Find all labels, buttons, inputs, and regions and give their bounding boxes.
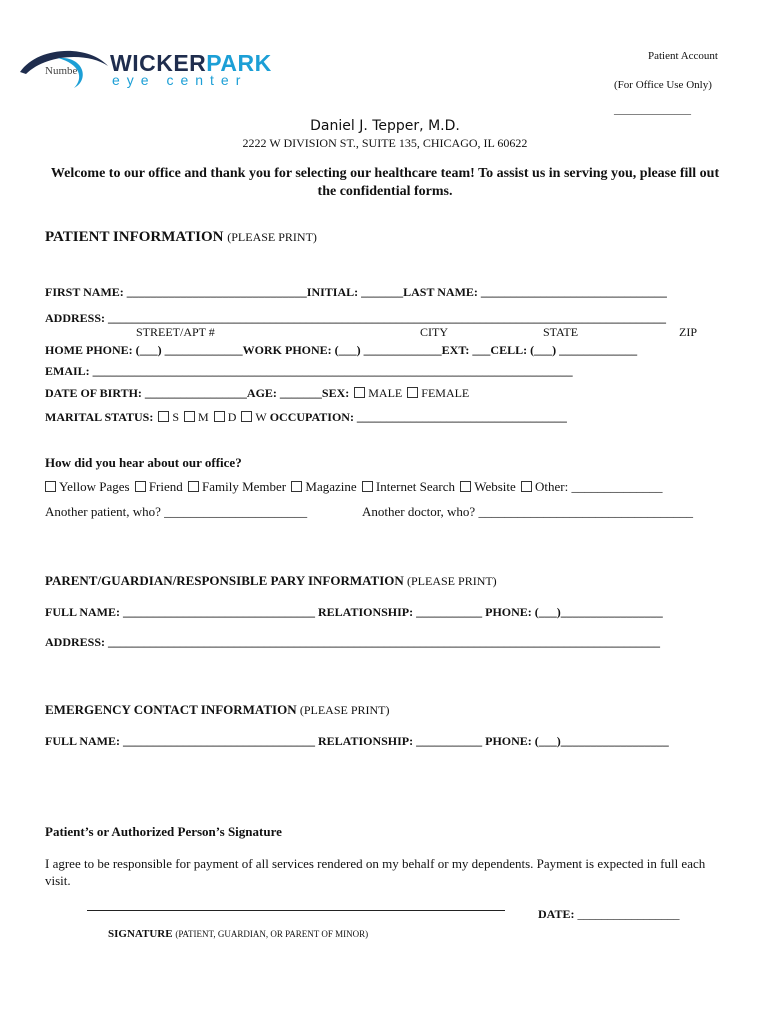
referral-option-label: Internet Search (375, 479, 455, 494)
doctor-address: 2222 W DIVISION ST., SUITE 135, CHICAGO, IL 60622 (242, 136, 528, 150)
signature-caption (108, 928, 368, 940)
referral-yellow-pages-checkbox[interactable] (45, 481, 56, 492)
dob-age-fields[interactable]: DATE OF BIRTH: _________________AGE: _______SEX: (45, 386, 350, 400)
name-fields[interactable]: FIRST NAME: ______________________________INITIAL: _______LAST NAME: _______________________________ (45, 285, 667, 299)
address-field[interactable]: ADDRESS: _____________________________________________________________________________________________ (45, 311, 667, 325)
referral-internet-search-checkbox[interactable] (362, 481, 373, 492)
date-field[interactable]: _________________ (577, 907, 680, 921)
sex-female-label: FEMALE (421, 386, 470, 400)
patient-info-note: (PLEASE PRINT) (227, 230, 317, 244)
address-sub-zip: ZIP (679, 325, 697, 339)
email-field[interactable]: EMAIL: ________________________________________________________________________________ (45, 364, 573, 378)
patient-account-label: Patient Account (648, 50, 718, 62)
referral-option-label: Family Member (202, 479, 287, 494)
occupation-field[interactable]: OCCUPATION: ___________________________________ (269, 410, 567, 424)
signature-caption-label: SIGNATURE (108, 928, 173, 940)
referral-option-label: Yellow Pages (59, 479, 130, 494)
guardian-title: PARENT/GUARDIAN/RESPONSIBLE PARY INFORMATION (45, 573, 404, 588)
guardian-heading (45, 573, 497, 589)
dob-age-sex-row (45, 386, 469, 401)
guardian-note: (PLEASE PRINT) (407, 574, 497, 588)
referral-other-field[interactable]: Other: ______________ (535, 479, 663, 494)
signature-heading: Patient’s or Authorized Person’s Signature (45, 824, 282, 839)
account-number-field[interactable]: ______________ (614, 104, 691, 116)
emergency-note: (PLEASE PRINT) (299, 703, 390, 717)
sex-male-checkbox[interactable] (354, 387, 365, 398)
marital-married-checkbox[interactable] (184, 411, 195, 422)
referral-option-label: Magazine (305, 479, 357, 494)
referral-question: How did you hear about our office? (45, 455, 242, 470)
emergency-name-fields[interactable]: FULL NAME: ________________________________ RELATIONSHIP: ___________ PHONE: (___)__________________ (45, 734, 669, 748)
emergency-heading (45, 702, 390, 718)
patient-info-heading (45, 229, 317, 246)
practice-logo (18, 44, 272, 94)
marital-status-label: MARITAL STATUS: (45, 410, 154, 424)
referral-option-label: Friend (148, 479, 183, 494)
guardian-address-field[interactable]: ADDRESS: ____________________________________________________________________________________________ (45, 635, 661, 649)
guardian-name-fields[interactable]: FULL NAME: ________________________________ RELATIONSHIP: ___________ PHONE: (___)_________________ (45, 605, 663, 619)
marital-single-checkbox[interactable] (158, 411, 169, 422)
office-use-note: (For Office Use Only) (614, 79, 712, 91)
address-sub-city: CITY (420, 325, 448, 339)
referral-other-checkbox[interactable] (521, 481, 532, 492)
marital-widowed-checkbox[interactable] (241, 411, 252, 422)
marital-option-w: W (255, 410, 267, 424)
marital-divorced-checkbox[interactable] (214, 411, 225, 422)
referral-website-checkbox[interactable] (460, 481, 471, 492)
brand-name-right: PARK (206, 50, 272, 76)
phone-fields[interactable]: HOME PHONE: (___) _____________WORK PHONE: (___) _____________EXT: ___CELL: (___) _____________ (45, 343, 638, 357)
referral-options (43, 479, 663, 495)
emergency-title: EMERGENCY CONTACT INFORMATION (45, 702, 297, 717)
brand-name-left: WICKER (110, 50, 207, 76)
sex-female-checkbox[interactable] (407, 387, 418, 398)
payment-agreement: I agree to be responsible for payment of all services rendered on my behalf or my dependents. Payment is expected in full each visit. (45, 856, 706, 888)
patient-info-title: PATIENT INFORMATION (45, 229, 224, 245)
marital-option-d: D (227, 410, 237, 424)
referral-option-label: Website (474, 479, 516, 494)
brand-subtitle: eye center (112, 72, 248, 88)
referral-friend-checkbox[interactable] (135, 481, 146, 492)
marital-row (45, 410, 567, 425)
sex-male-label: MALE (368, 386, 403, 400)
address-sub-street: STREET/APT # (136, 325, 215, 339)
marital-option-s: S (172, 410, 180, 424)
date-label: DATE: (538, 907, 575, 921)
doctor-name: Daniel J. Tepper, M.D. (310, 118, 460, 134)
another-doctor-field[interactable]: Another doctor, who? _________________________________ (362, 504, 693, 519)
signature-date-row (538, 907, 679, 922)
welcome-message: Welcome to our office and thank you for selecting our healthcare team! To assist us in serving you, please fill out the confidential forms. (50, 166, 720, 199)
another-patient-field[interactable]: Another patient, who? ______________________ (45, 504, 308, 519)
logo-overlay-text: Numbe (45, 65, 78, 77)
address-sub-state: STATE (543, 325, 579, 339)
referral-magazine-checkbox[interactable] (291, 481, 302, 492)
signature-caption-note: (PATIENT, GUARDIAN, OR PARENT OF MINOR) (175, 929, 369, 939)
signature-line[interactable] (87, 910, 505, 911)
marital-option-m: M (198, 410, 209, 424)
referral-family-member-checkbox[interactable] (188, 481, 199, 492)
